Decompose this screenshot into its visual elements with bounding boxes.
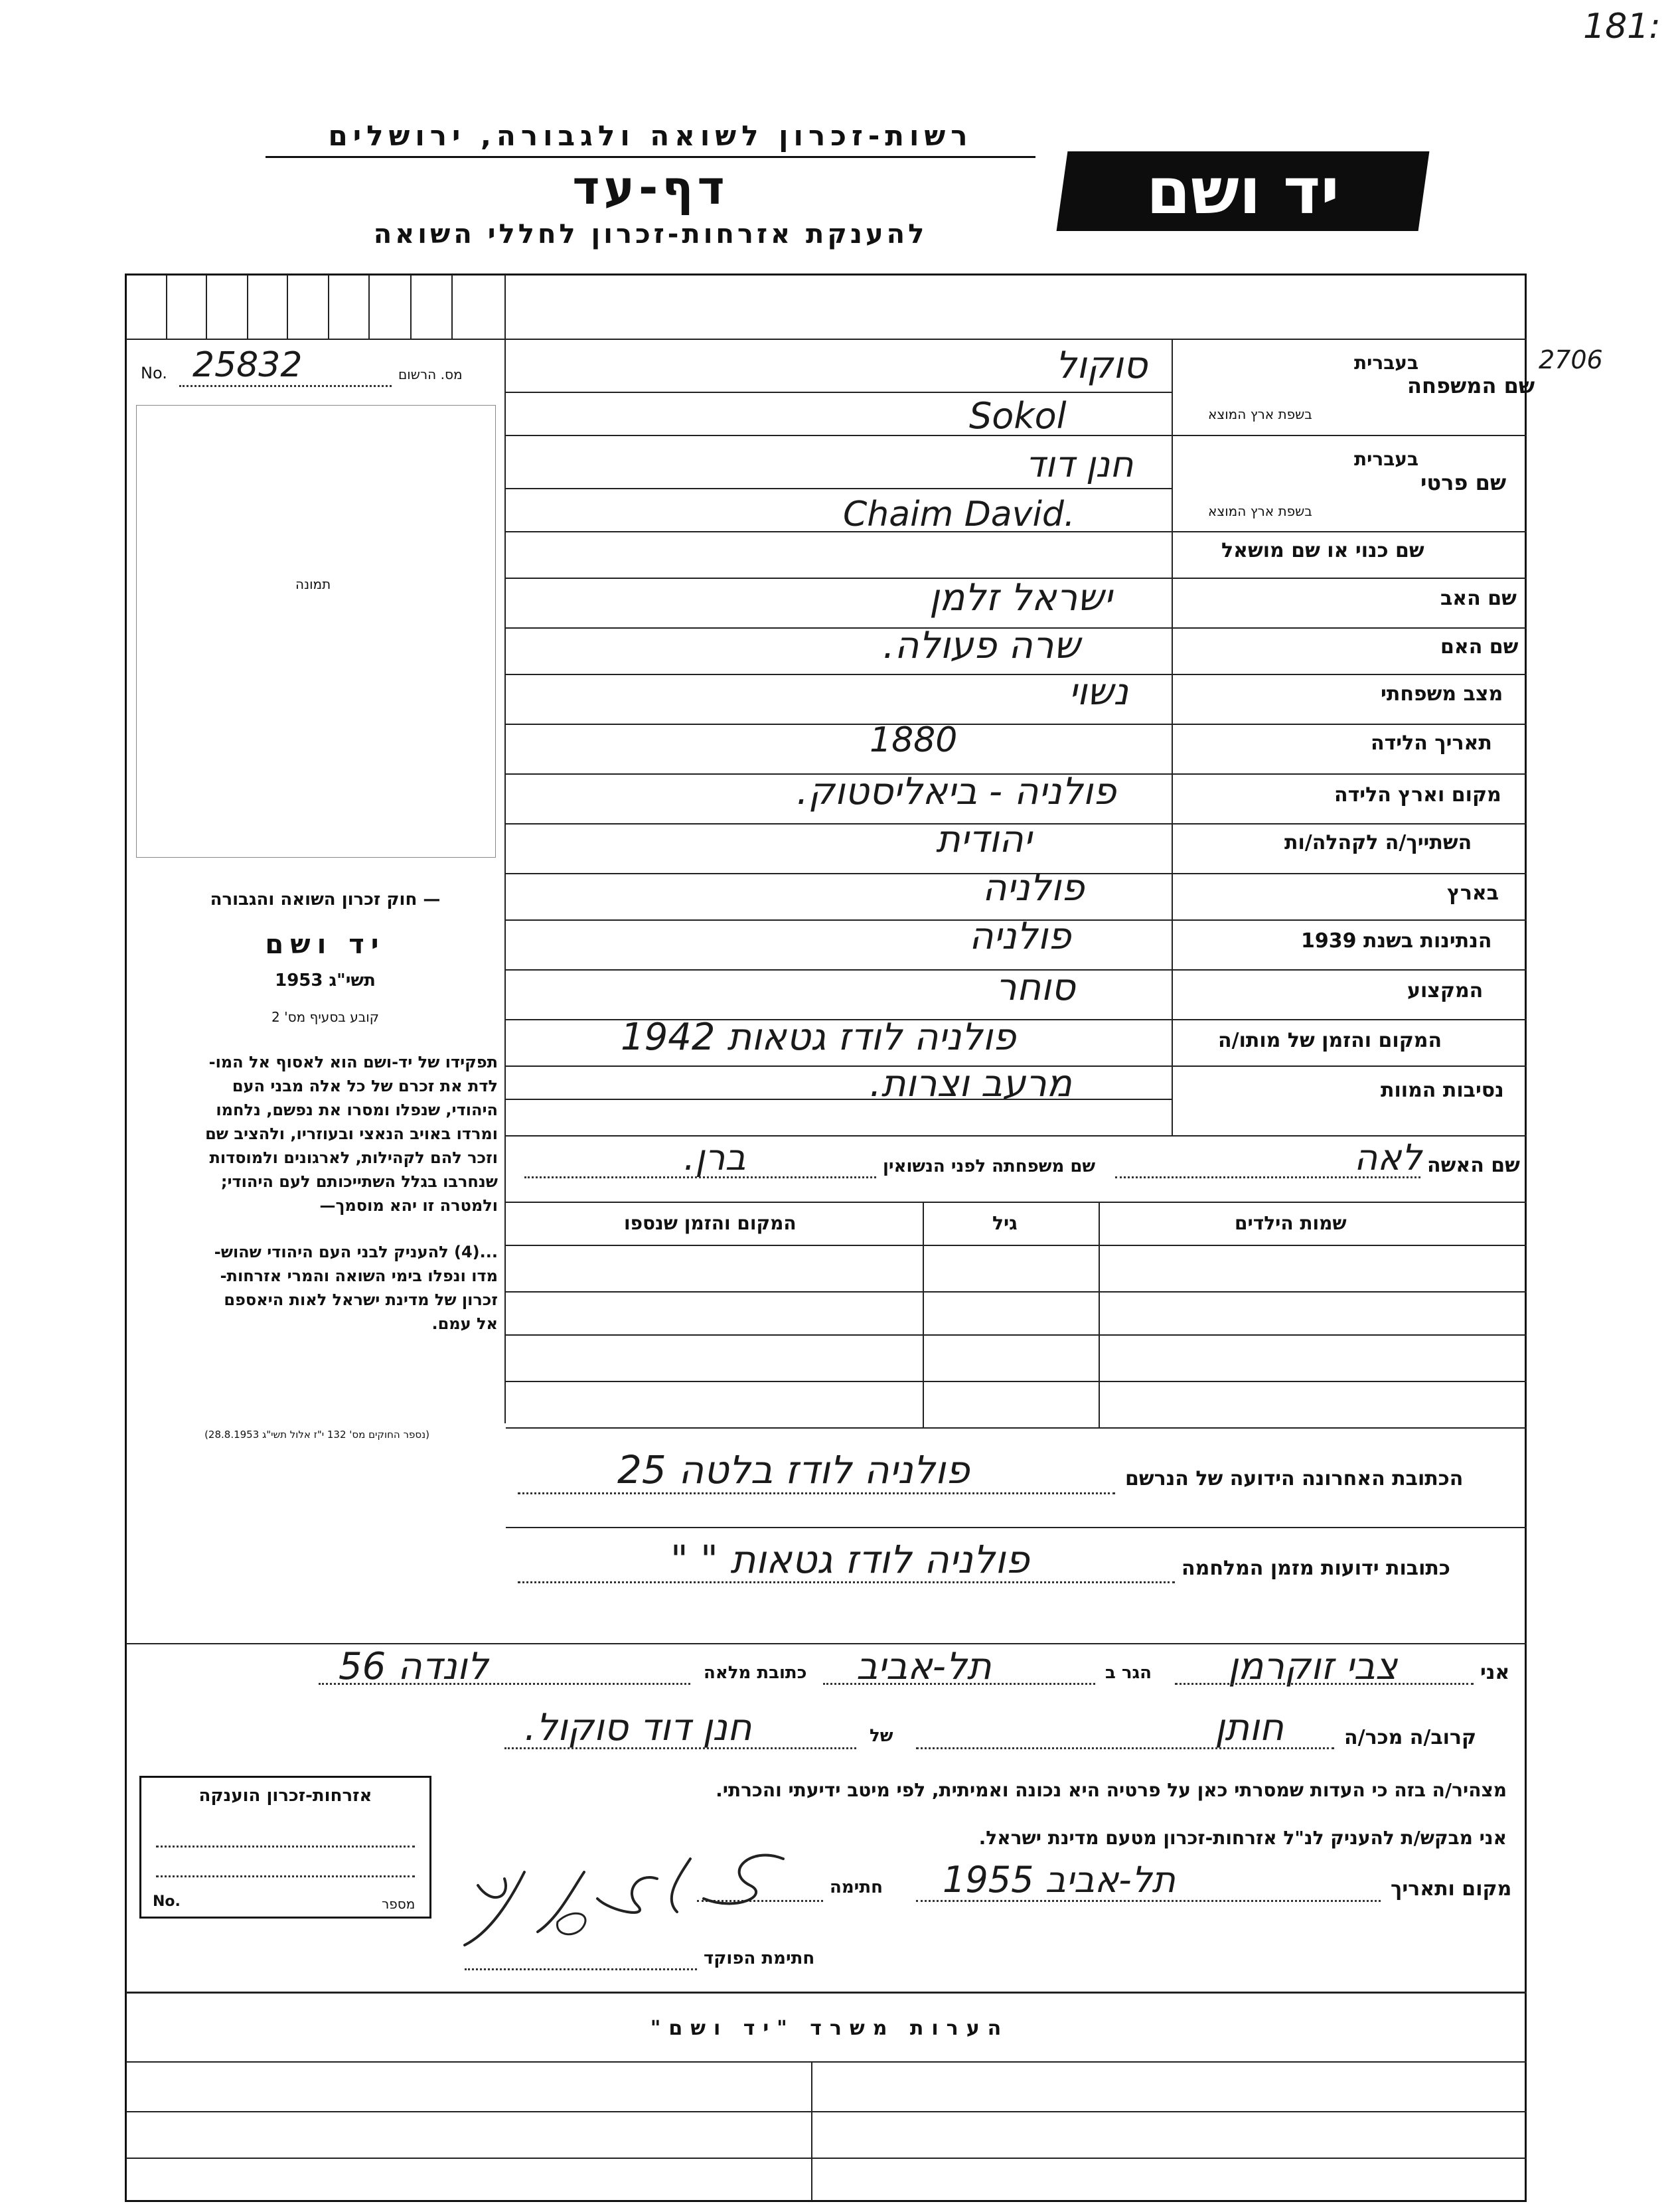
community-label: השתייך/ה לקהלה/ות [1284, 831, 1472, 854]
footer-title: הערות משרד "יד ושם" [650, 2017, 1010, 2040]
law-line: היהודי, שנפלו ומסרו את נפשם, נלחמו [216, 1101, 498, 1119]
logo-text: יד ושם [1146, 154, 1339, 228]
law-year: תשי"ג 1953 [275, 971, 376, 990]
law-line: מדו ונפלו בימי השואה והמרי אזרחות- [220, 1267, 498, 1285]
reg-label: מס. הרשום [398, 366, 463, 382]
yad-vashem-logo [1057, 151, 1430, 231]
law-line: זכרון של מדינת ישראל לאות היאספם [224, 1291, 498, 1309]
country-lang-label-1: בשפת ארץ המוצא [1208, 406, 1312, 422]
wife-label: שם האשה [1427, 1154, 1520, 1177]
war-address-label: כתובות ידועות מזמן המלחמה [1182, 1557, 1450, 1580]
form-title: דף-עד [572, 161, 729, 215]
law-section: קובע בסעיף מס' 2 [271, 1009, 379, 1025]
wife-value: לאה [1354, 1137, 1422, 1178]
law-line: וזכר להם לקהילות, לארגונים ולמוסדות [209, 1148, 498, 1167]
surname-he-value: סוקול [1055, 344, 1148, 387]
relative-label: קרוב/ה מכר/ה [1344, 1726, 1477, 1749]
law-line: תפקידו של יד-ושם הוא לאסוף אל המו- [208, 1053, 498, 1071]
mother-label: שם האם [1440, 635, 1519, 659]
law-body [136, 1050, 498, 1336]
children-header-age: גיל [992, 1212, 1018, 1234]
law-footnote: (נספר החוקים מס' 132 י"ז אלול תשי"ג 28.8.1953) [204, 1429, 429, 1441]
law-line: אל עמם. [431, 1314, 498, 1333]
death-place-label: המקום והזמן של מותו/ה [1218, 1029, 1442, 1052]
surname-native-value: Sokol [969, 395, 1067, 437]
law-line: ומרדו באויב הנאצי ובעוזריו, ולהציב שם [205, 1125, 498, 1143]
law-line: ולמטרה זו יהא מוסמך— [319, 1196, 498, 1215]
reg-no-value: 25832 [192, 345, 303, 385]
law-line: שנחרבו בגלל השתייכותם לעם היהודי; [220, 1172, 498, 1191]
country-label: בארץ [1447, 882, 1499, 905]
death-circ-value: מרעב וצרות. [870, 1062, 1072, 1105]
last-address-label: הכתובת האחרונה הידועה של הנרשם [1125, 1467, 1464, 1490]
signature-drawing [438, 1832, 810, 1952]
declarant-street: לונדה 56 [339, 1645, 489, 1688]
maiden-label: שם משפחתה לפני הנשואין [883, 1156, 1096, 1176]
photo-box [136, 405, 496, 858]
in-hebrew-label-1: בעברית [1354, 352, 1419, 374]
of-name: חנן דוד סוקול. [524, 1706, 752, 1749]
declarant-name: צבי זוקרמן [1228, 1645, 1398, 1688]
profession-label: המקצוע [1407, 979, 1484, 1002]
citizenship-no-label: No. [153, 1893, 181, 1910]
children-header-names: שמות הילדים [1235, 1212, 1347, 1234]
mother-value: שרה פעולה. [883, 624, 1081, 667]
form-subtitle: להענקת אזרחות-זכרון לחללי השואה [373, 219, 928, 250]
place-date-value: תל-אביב 1955 [943, 1859, 1176, 1901]
marital-label: מצב משפחתי [1381, 682, 1503, 706]
birthdate-label: תאריך הלידה [1371, 732, 1492, 755]
country-lang-label-2: בשפת ארץ המוצא [1208, 503, 1312, 519]
declaration-text: מצהיר/ה בזה כי העדות שמסרתי כאן על פרטיה היא נכונה ואמיתית, לפי מיטב ידיעתי והכרתי. [716, 1779, 1507, 1801]
last-address-value: פולניה לודז בלטה 25 [617, 1447, 970, 1492]
nationality-value: פולניה [969, 915, 1071, 958]
nickname-label: שם כנוי או שם מושאל [1221, 539, 1424, 562]
resides-label: הגר ב [1105, 1663, 1152, 1683]
full-address-label: כתובת מלאה [704, 1663, 807, 1683]
community-value: יהודית [936, 818, 1032, 861]
war-address-value: פולניה לודז גטאות " " [670, 1537, 1030, 1582]
corner-number: 181: [1583, 7, 1661, 46]
place-date-label: מקום ותאריך [1391, 1877, 1512, 1901]
death-circ-label: נסיבות המוות [1381, 1079, 1504, 1102]
request-text: אני מבקש/ת להעניק לנ"ל אזרחות-זכרון מטעם מדינת ישראל. [978, 1827, 1507, 1849]
first-native-value: Chaim David. [843, 495, 1075, 534]
in-hebrew-label-2: בעברית [1354, 448, 1419, 470]
citizenship-number-label: מספר [382, 1896, 416, 1912]
maiden-value: ברן. [684, 1137, 746, 1178]
death-place-value: פולניה לודז גטאות 1942 [621, 1016, 1016, 1059]
birthplace-value: פולניה - ביאליסטוק. [797, 770, 1116, 813]
of-label: של [870, 1726, 893, 1746]
country-value: פולניה [982, 866, 1085, 909]
org-line: רשות-זכרון לשואה ולגבורה, ירושלים [266, 119, 1035, 158]
birthdate-value: 1880 [870, 720, 958, 760]
photo-label: תמונה [295, 576, 331, 592]
nationality-label: הנתינות בשנת 1939 [1301, 929, 1492, 953]
birthplace-label: מקום וארץ הלידה [1334, 783, 1501, 807]
officer-signature-label: חתימת הפוקד [704, 1948, 815, 1968]
law-name: יד ושם [265, 929, 386, 960]
law-title: — חוק זכרון השואה והגבורה [210, 890, 441, 909]
profession-value: סוחר [996, 966, 1075, 1009]
father-label: שם האב [1440, 587, 1517, 610]
side-number: 2706 [1539, 345, 1603, 374]
law-line: ...(4) להעניק לבני העם היהודי שהוש- [214, 1243, 498, 1261]
first-he-value: חנן דוד [1026, 443, 1134, 485]
father-value: ישראל זלמן [929, 576, 1112, 619]
surname-label: שם המשפחה [1407, 373, 1535, 398]
marital-value: נשוי [1069, 670, 1128, 714]
reg-no-label: No. [141, 364, 167, 382]
first-name-label: שם פרטי [1420, 470, 1507, 495]
declarant-relation: חותן [1215, 1706, 1284, 1749]
citizenship-title: אזרחות-זכרון הוענקה [198, 1786, 372, 1806]
law-line: לדת את זכרם של כל אלה מבני העם [232, 1077, 498, 1095]
declarant-city: תל-אביב [856, 1645, 992, 1688]
children-header-place: המקום והזמן שנספו [624, 1212, 797, 1234]
declarant-i-label: אני [1480, 1661, 1510, 1684]
signature-label: חתימה [830, 1877, 883, 1897]
